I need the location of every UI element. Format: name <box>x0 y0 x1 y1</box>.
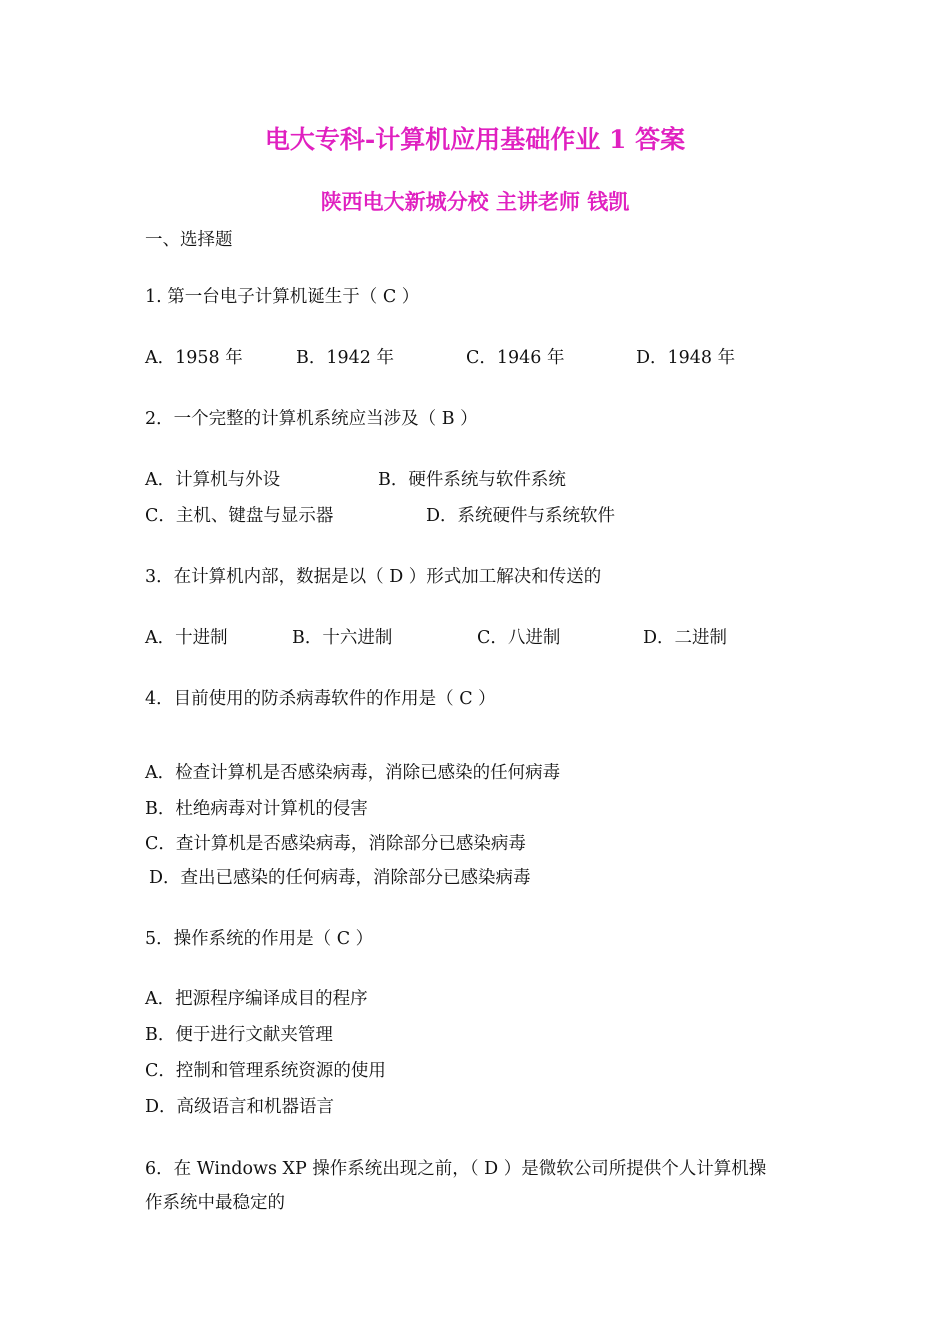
question-3-option-c: C．八进制 <box>477 628 561 648</box>
question-4-option-a: A．检查计算机是否感染病毒，消除已感染的任何病毒 <box>145 763 561 783</box>
question-6-stem-line-1: 6．在 Windows XP 操作系统出现之前，（ D ）是微软公司所提供个人计算机操 <box>145 1159 767 1179</box>
question-1-option-b: B．1942 年 <box>296 348 394 368</box>
question-2-option-c: C．主机、键盘与显示器 <box>145 506 334 526</box>
question-1-option-c: C．1946 年 <box>466 348 565 368</box>
question-2-option-a: A．计算机与外设 <box>145 470 281 490</box>
section-heading: 一、选择题 <box>145 230 233 250</box>
document-title: 电大专科-计算机应用基础作业 1 答案 <box>264 125 686 154</box>
question-3-option-a: A．十进制 <box>145 628 228 648</box>
question-4-option-b: B．杜绝病毒对计算机的侵害 <box>145 799 368 819</box>
question-2-option-b: B．硬件系统与软件系统 <box>378 470 566 490</box>
question-2-stem: 2．一个完整的计算机系统应当涉及（ B ） <box>145 409 478 429</box>
question-4-option-c: C．查计算机是否感染病毒，消除部分已感染病毒 <box>145 834 526 854</box>
question-1-option-d: D．1948 年 <box>636 348 736 368</box>
question-1-stem: 1. 第一台电子计算机诞生于（ C ） <box>145 287 420 307</box>
question-4-option-d: D．查出已感染的任何病毒，消除部分已感染病毒 <box>149 868 531 888</box>
question-5-option-d: D．高级语言和机器语言 <box>145 1097 335 1117</box>
question-5-stem: 5．操作系统的作用是（ C ） <box>145 929 374 949</box>
question-3-option-d: D．二进制 <box>643 628 728 648</box>
question-5-option-c: C．控制和管理系统资源的使用 <box>145 1061 386 1081</box>
question-5-option-b: B．便于进行文献夹管理 <box>145 1025 333 1045</box>
question-5-option-a: A．把源程序编译成目的程序 <box>145 989 368 1009</box>
question-3-stem: 3．在计算机内部，数据是以（ D ）形式加工解决和传送的 <box>145 567 602 587</box>
question-6-stem-line-2: 作系统中最稳定的 <box>145 1193 285 1213</box>
question-4-stem: 4．目前使用的防杀病毒软件的作用是（ C ） <box>145 689 496 709</box>
question-3-option-b: B．十六进制 <box>292 628 393 648</box>
document-subtitle: 陕西电大新城分校 主讲老师 钱凯 <box>320 189 630 214</box>
question-2-option-d: D．系统硬件与系统软件 <box>426 506 616 526</box>
question-1-option-a: A．1958 年 <box>145 348 243 368</box>
